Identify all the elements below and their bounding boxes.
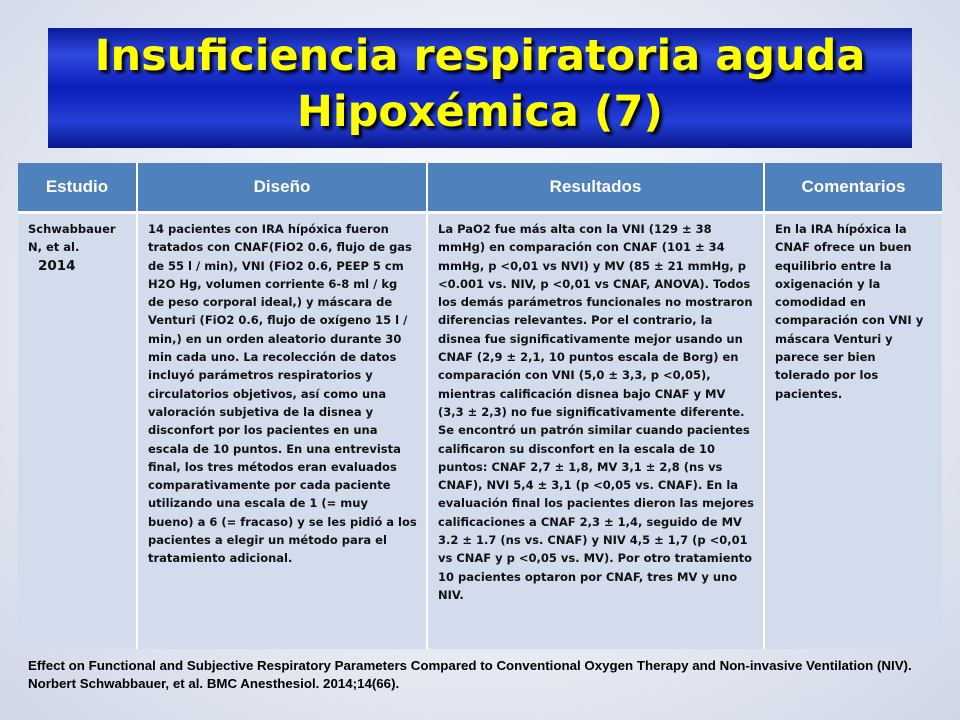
header-comentarios: Comentarios: [764, 163, 942, 213]
cell-estudio: [18, 213, 137, 650]
table-row: [18, 213, 942, 650]
study-author: Schwabbauer N, et al.: [28, 222, 116, 255]
study-year: 2014: [38, 257, 76, 274]
header-diseno: Diseño: [137, 163, 427, 213]
header-resultados: Resultados: [427, 163, 764, 213]
slide-title: [0, 28, 960, 140]
header-estudio: Estudio: [18, 163, 137, 213]
reference-citation: Effect on Functional and Subjective Respiratory Parameters Compared to Conventional Oxygen Therapy and Non-invasive Ventilation (NIV). Norbert Schwabbauer, et al. BMC Anesthesiol. 2014;14(66).: [28, 658, 912, 691]
cell-diseno: 14 pacientes con IRA hípóxica fueron tratados con CNAF(FiO2 0.6, flujo de gas de 55 l / min), VNI (FiO2 0.6, PEEP 5 cm H2O Hg, volumen corriente 6-8 ml / kg de peso corporal ideal,) y máscara de Venturi (FiO2 0.6, flujo de oxígeno 15 l / min,) en un orden aleatorio durante 30 min cada uno. La recolección de datos incluyó parámetros respiratorios y circulatorios objetivos, así como una valoración subjetiva de la disnea y disconfort por los pacientes en una escala de 10 puntos. En una entrevista final, los tres métodos eran evaluados comparativamente por cada paciente utilizando una escala de 1 (= muy bueno) a 6 (= fracaso) y se les pidió a los pacientes a elegir un método para el tratamiento adicional.: [137, 213, 427, 650]
title-line-2: Hipoxémica (7): [296, 87, 664, 137]
study-table: [18, 163, 942, 649]
cell-resultados: La PaO2 fue más alta con la VNI (129 ± 38 mmHg) en comparación con CNAF (101 ± 34 mmHg, p <0,01 vs NVI) y MV (85 ± 21 mmHg, p <0.001 vs. NIV, p <0,01 vs CNAF, ANOVA). Todos los demás parámetros funcionales no mostraron diferencias relevantes. Por el contrario, la disnea fue significativamente mejor usando un CNAF (2,9 ± 2,1, 10 puntos escala de Borg) en comparación con VNI (5,0 ± 3,3, p <0,05), mientras calificación disnea bajo CNAF y MV (3,3 ± 2,3) no fue significativamente diferente. Se encontró un patrón similar cuando pacientes calificaron su disconfort en la escala de 10 puntos: CNAF 2,7 ± 1,8, MV 3,1 ± 2,8 (ns vs CNAF), NVI 5,4 ± 3,1 (p <0,05 vs. CNAF). En la evaluación final los pacientes dieron las mejores calificaciones a CNAF 2,3 ± 1,4, seguido de MV 3.2 ± 1.7 (ns vs. CNAF) y NIV 4,5 ± 1,7 (p <0,01 vs CNAF y p <0,05 vs. MV). Por otro tratamiento 10 pacientes optaron por CNAF, tres MV y uno NIV.: [427, 213, 764, 650]
cell-comentarios: En la IRA hípóxica la CNAF ofrece un buen equilibrio entre la oxigenación y la comodidad en comparación con VNI y máscara Venturi y parece ser bien tolerado por los pacientes.: [764, 213, 942, 650]
title-line-1: Insuficiencia respiratoria aguda: [94, 31, 866, 81]
table-header-row: [18, 163, 942, 213]
